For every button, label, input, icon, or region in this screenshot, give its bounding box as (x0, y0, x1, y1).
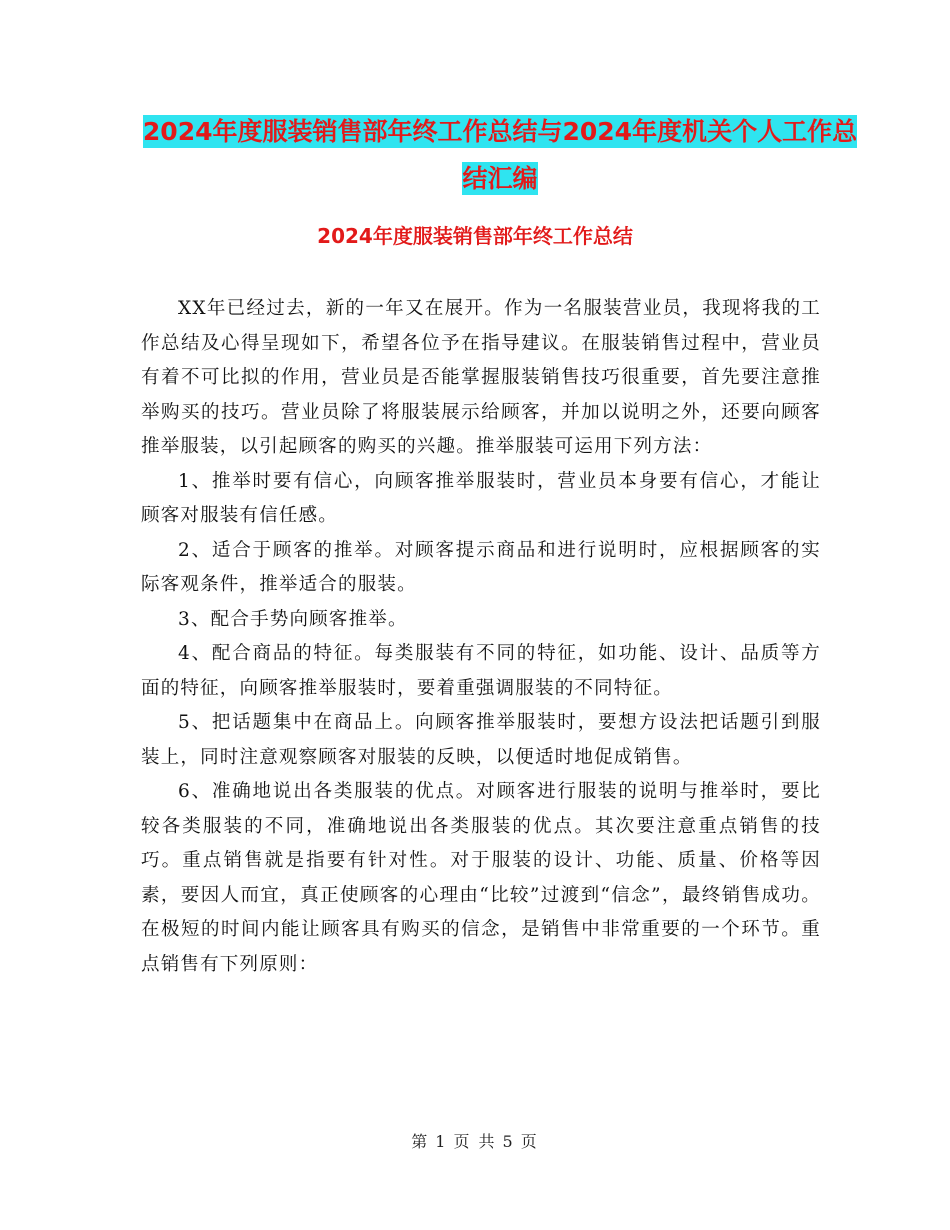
section-title: 2024年度服装销售部年终工作总结 (317, 224, 633, 248)
footer-total-pages: 5 (502, 1132, 515, 1151)
footer-current-page: 1 (435, 1132, 448, 1151)
main-title-highlight: 2024年度服装销售部年终工作总结与2024年度机关个人工作总结汇编 (142, 117, 858, 193)
footer-prefix: 第 (411, 1132, 430, 1151)
paragraph-intro: XX年已经过去，新的一年又在展开。作为一名服装营业员，我现将我的工作总结及心得呈现如下，希望各位予在指导建议。在服装销售过程中，营业员有着不可比拟的作用，营业员是否能掌握服装销售技巧很重要，首先要注意推举购买的技巧。营业员除了将服装展示给顾客，并加以说明之外，还要向顾客推举服装，以引起顾客的购买的兴趣。推举服装可运用下列方法： (141, 298, 821, 457)
footer-suffix: 页 (520, 1132, 539, 1151)
paragraph-item-4: 4、配合商品的特征。每类服装有不同的特征，如功能、设计、品质等方面的特征，向顾客推举服装时，要着重强调服装的不同特征。 (141, 643, 821, 699)
paragraph-item-3: 3、配合手势向顾客推举。 (178, 608, 408, 630)
paragraph-item-1: 1、推举时要有信心，向顾客推举服装时，营业员本身要有信心，才能让顾客对服装有信任感。 (141, 470, 821, 526)
footer-middle: 页 共 (453, 1132, 497, 1151)
paragraph-item-2: 2、适合于顾客的推举。对顾客提示商品和进行说明时，应根据顾客的实际客观条件，推举适合的服装。 (141, 539, 821, 595)
paragraph-item-6: 6、准确地说出各类服装的优点。对顾客进行服装的说明与推举时，要比较各类服装的不同，准确地说出各类服装的优点。其次要注意重点销售的技巧。重点销售就是指要有针对性。对于服装的设计、功能、质量、价格等因素，要因人而宜，真正使顾客的心理由“比较”过渡到“信念”，最终销售成功。在极短的时间内能让顾客具有购买的信念，是销售中非常重要的一个环节。重点销售有下列原则： (141, 781, 821, 975)
paragraph-item-5: 5、把话题集中在商品上。向顾客推举服装时，要想方设法把话题引到服装上，同时注意观察顾客对服装的反映，以便适时地促成销售。 (141, 712, 821, 768)
document-main-title (140, 108, 860, 202)
document-body (141, 292, 821, 982)
page-footer (0, 1130, 950, 1154)
